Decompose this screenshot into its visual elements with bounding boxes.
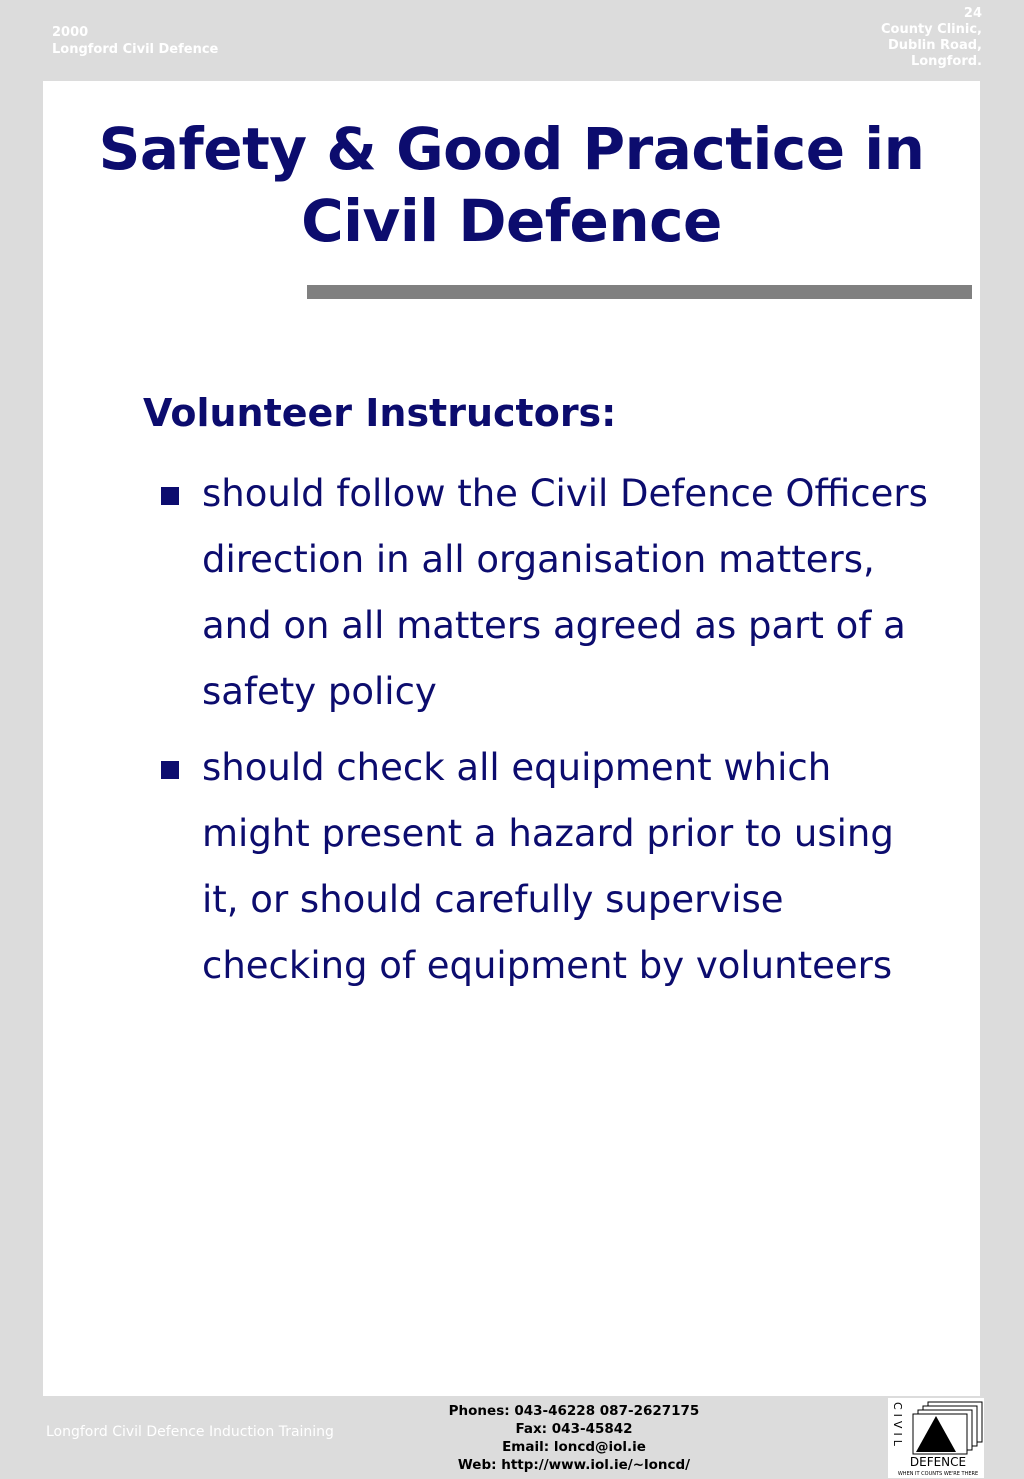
footer-phones: Phones: 043-46228 087-2627175 [448, 1403, 700, 1419]
civil-defence-logo [888, 1398, 984, 1478]
slide-title [43, 113, 980, 257]
logo-main-text: DEFENCE [909, 1455, 967, 1469]
bullet-text: should follow the Civil Defence Officers direction in all organisation matters, and on all matters agreed as part of a safety policy [202, 472, 928, 713]
address-line: Longford. [910, 54, 982, 69]
bullet-text: should check all equipment which might present a hazard prior to using it, or should carefully supervise checking of equipment by volunteers [202, 746, 894, 987]
bullet-item [161, 461, 941, 725]
address-line: County Clinic, [880, 22, 982, 37]
header-year: 2000 [52, 25, 89, 40]
square-bullet-icon [161, 761, 179, 779]
logo-tagline: WHEN IT COUNTS WE'RE THERE [897, 1471, 979, 1477]
title-divider [307, 285, 972, 299]
title-line-2: Civil Defence [301, 187, 722, 255]
header-org: Longford Civil Defence [52, 42, 219, 57]
bullet-item [161, 735, 941, 999]
slide-body [43, 81, 980, 1396]
footer-fax: Fax: 043-45842 [515, 1421, 633, 1437]
page-footer [4, 1396, 1018, 1479]
square-bullet-icon [161, 487, 179, 505]
footer-training-label: Longford Civil Defence Induction Training [46, 1424, 334, 1440]
page-header [4, 0, 1018, 81]
footer-contact [374, 1402, 774, 1474]
title-line-1: Safety & Good Practice in [98, 115, 925, 183]
header-left [52, 24, 218, 58]
section-heading: Volunteer Instructors: [143, 391, 617, 435]
footer-email: Email: loncd@iol.ie [502, 1439, 646, 1455]
footer-web: Web: http://www.iol.ie/~loncd/ [457, 1457, 691, 1473]
header-address [881, 6, 982, 70]
address-line: Dublin Road, [887, 38, 982, 53]
logo-vertical-text: CIVIL [891, 1402, 904, 1450]
address-line: 24 [963, 6, 982, 21]
bullet-list [161, 461, 941, 1009]
